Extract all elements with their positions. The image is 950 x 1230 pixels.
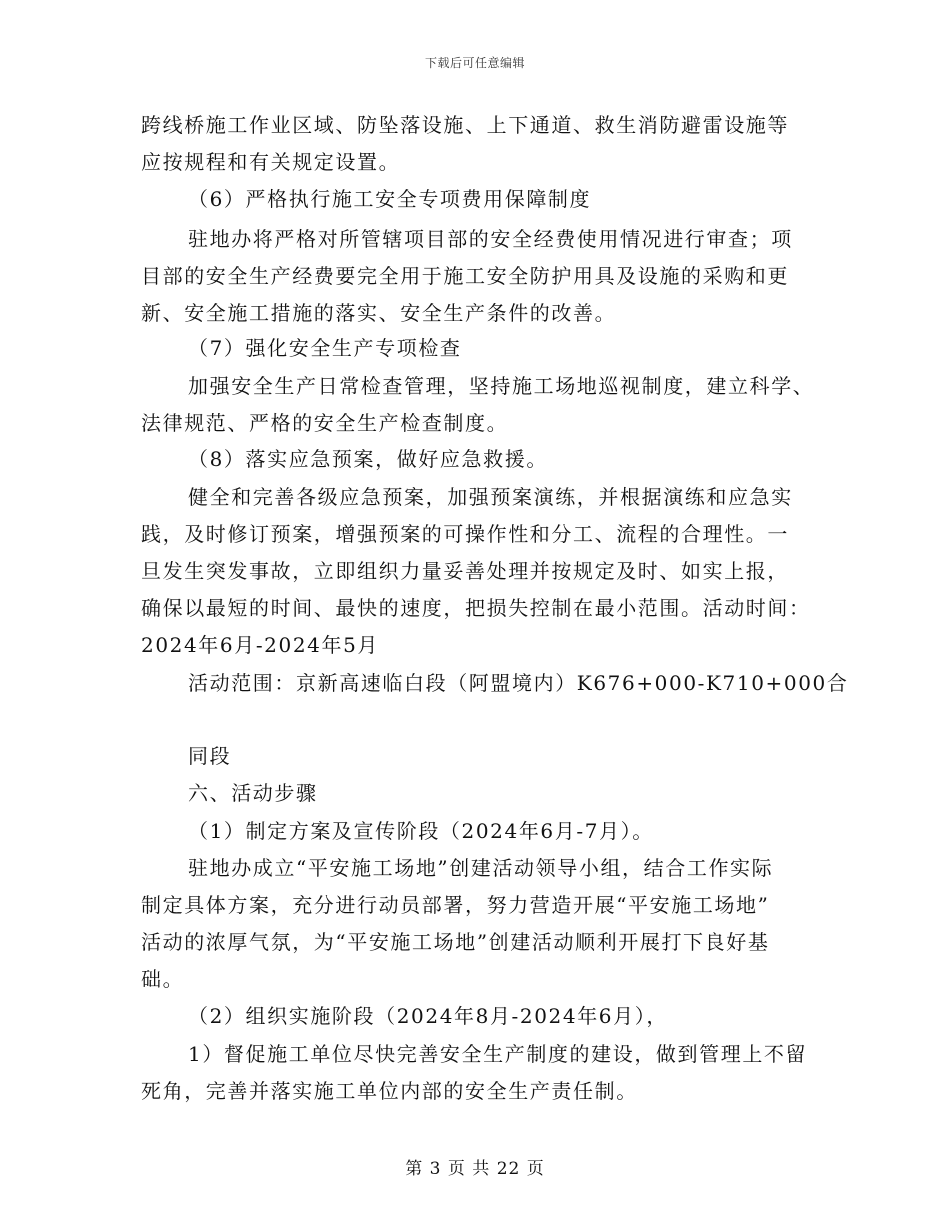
paragraph-line: 1）督促施工单位尽快完善安全生产制度的建设，做到管理上不留 xyxy=(188,1042,808,1066)
paragraph-line: 跨线桥施工作业区域、防坠落设施、上下通道、救生消防避雷设施等 xyxy=(141,113,789,137)
paragraph-line: 础。 xyxy=(141,967,185,991)
paragraph-line: 确保以最短的时间、最快的速度，把损失控制在最小范围。活动时间： xyxy=(141,596,811,620)
paragraph-line: 同段 xyxy=(188,744,232,768)
paragraph-line: 活动的浓厚气氛，为“平安施工场地”创建活动顺利开展打下良好基 xyxy=(141,930,770,954)
paragraph-line: 目部的安全生产经费要完全用于施工安全防护用具及设施的采购和更 xyxy=(141,264,789,288)
section-heading: （8）落实应急预案，做好应急救援。 xyxy=(188,447,548,471)
paragraph-line: 死角，完善并落实施工单位内部的安全生产责任制。 xyxy=(141,1079,638,1103)
paragraph-line: 健全和完善各级应急预案，加强预案演练，并根据演练和应急实 xyxy=(188,485,793,509)
paragraph-line: 加强安全生产日常检查管理，坚持施工场地巡视制度，建立科学、 xyxy=(188,374,815,398)
paragraph-line: 驻地办成立“平安施工场地”创建活动领导小组，结合工作实际 xyxy=(188,856,774,880)
page-header: 下载后可任意编辑 xyxy=(424,56,525,70)
section-heading: （7）强化安全生产专项检查 xyxy=(188,336,462,360)
paragraph-line: 应按规程和有关规定设置。 xyxy=(141,150,401,174)
paragraph-line: 践，及时修订预案，增强预案的可操作性和分工、流程的合理性。一 xyxy=(141,522,789,546)
paragraph-line: 旦发生突发事故，立即组织力量妥善处理并按规定及时、如实上报， xyxy=(141,559,789,583)
paragraph-line: 驻地办将严格对所管辖项目部的安全经费使用情况进行审查；项 xyxy=(188,227,793,251)
paragraph-line: 活动范围：京新高速临白段（阿盟境内）K676+000-K710+000合 xyxy=(188,671,849,695)
section-heading: 六、活动步骤 xyxy=(188,781,318,805)
section-heading: （1）制定方案及宣传阶段（2024年6月-7月）。 xyxy=(188,819,654,843)
paragraph-line: 2024年6月-2024年5月 xyxy=(141,633,380,657)
page-number-footer: 第 3 页 共 22 页 xyxy=(405,1159,545,1179)
paragraph-line: 新、安全施工措施的落实、安全生产条件的改善。 xyxy=(141,301,617,325)
paragraph-line: 制定具体方案，充分进行动员部署，努力营造开展“平安施工场地” xyxy=(141,893,770,917)
section-heading: （2）组织实施阶段（2024年8月-2024年6月）， xyxy=(188,1004,668,1028)
section-heading: （6）严格执行施工安全专项费用保障制度 xyxy=(188,187,592,211)
paragraph-line: 法律规范、严格的安全生产检查制度。 xyxy=(141,411,509,435)
